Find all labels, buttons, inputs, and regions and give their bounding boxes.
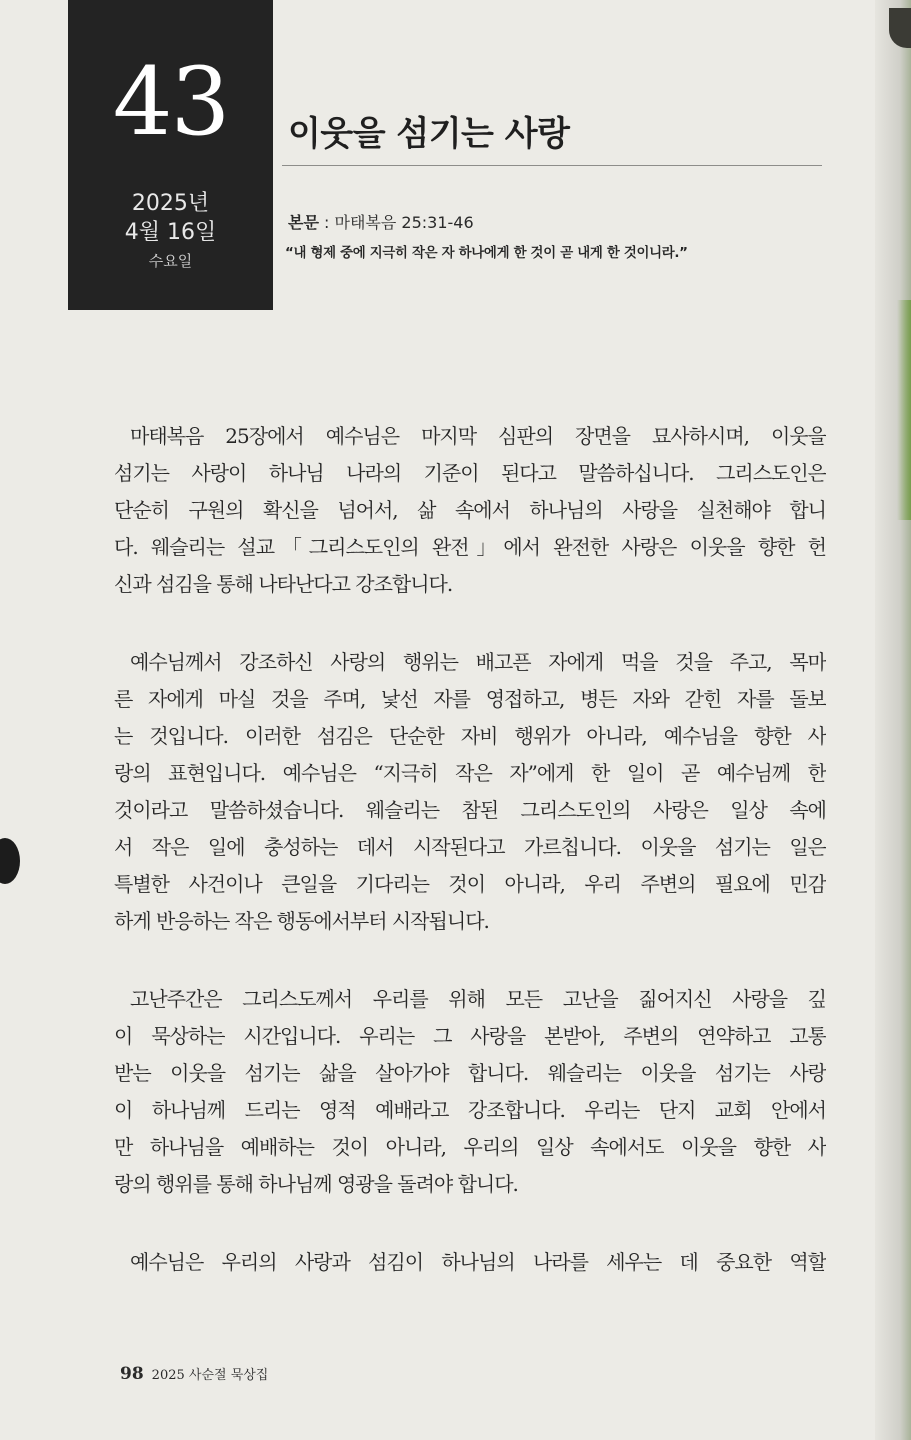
text-line: 단순히 구원의 확신을 넘어서, 삶 속에서 하나님의 사랑을 실천해야 합니 xyxy=(114,498,826,522)
lesson-number: 43 xyxy=(112,48,229,157)
page-edge xyxy=(875,0,911,1440)
text-line: 이 묵상하는 시간입니다. 우리는 그 사랑을 본받아, 주변의 연약하고 고통 xyxy=(114,1024,826,1048)
page-title: 이웃을 섬기는 사랑 xyxy=(288,114,570,154)
date-month-day: 4월 16일 xyxy=(124,220,217,245)
text-line: 섬기는 사랑이 하나님 나라의 기준이 된다고 말씀하십니다. 그리스도인은 xyxy=(114,461,826,485)
paragraph xyxy=(114,1244,826,1281)
text-line: 것이라고 말씀하셨습니다. 웨슬리는 참된 그리스도인의 사랑은 일상 속에 xyxy=(114,798,826,822)
text-line: 예수님은 우리의 사랑과 섬김이 하나님의 나라를 세우는 데 중요한 역할 xyxy=(130,1250,826,1274)
text-line: 랑의 표현입니다. 예수님은 “지극히 작은 자”에게 한 일이 곧 예수님께 한 xyxy=(114,761,826,785)
body-text xyxy=(114,418,826,1322)
text-line: 받는 이웃을 섬기는 삶을 살아가야 합니다. 웨슬리는 이웃을 섬기는 사랑 xyxy=(114,1061,826,1085)
paragraph xyxy=(114,418,826,603)
text-line: 만 하나님을 예배하는 것이 아니라, 우리의 일상 속에서도 이웃을 향한 사 xyxy=(114,1135,826,1159)
text-line: 서 작은 일에 충성하는 데서 시작된다고 가르칩니다. 이웃을 섬기는 일은 xyxy=(114,835,826,859)
text-line: 랑의 행위를 통해 하나님께 영광을 돌려야 합니다. xyxy=(114,1172,518,1196)
text-line: 는 것입니다. 이러한 섬김은 단순한 자비 행위가 아니라, 예수님을 향한 사 xyxy=(114,724,826,748)
text-line: 특별한 사건이나 큰일을 기다리는 것이 아니라, 우리 주변의 필요에 민감 xyxy=(114,872,826,896)
page-footer xyxy=(120,1364,268,1384)
text-line: 이 하나님께 드리는 영적 예배라고 강조합니다. 우리는 단지 교회 안에서 xyxy=(114,1098,826,1122)
book-title: 2025 사순절 묵상집 xyxy=(151,1368,269,1383)
page-edge-shadow xyxy=(889,8,911,48)
paragraph xyxy=(114,644,826,940)
date-year: 2025년 xyxy=(131,191,210,216)
scripture-reference xyxy=(288,210,474,233)
text-line: 하게 반응하는 작은 행동에서부터 시작됩니다. xyxy=(114,909,489,933)
text-line: 마태복음 25장에서 예수님은 마지막 심판의 장면을 묘사하시며, 이웃을 xyxy=(130,424,826,448)
scripture-citation: : 마태복음 25:31-46 xyxy=(318,213,474,232)
paragraph xyxy=(114,981,826,1203)
title-divider xyxy=(282,165,822,166)
scripture-quote: “내 형제 중에 지극히 작은 자 하나에게 한 것이 곧 내게 한 것이니라.” xyxy=(285,246,688,261)
text-line: 다. 웨슬리는 설교「그리스도인의 완전」에서 완전한 사랑은 이웃을 향한 헌 xyxy=(114,535,826,559)
text-line: 고난주간은 그리스도께서 우리를 위해 모든 고난을 짊어지신 사랑을 깊 xyxy=(130,987,826,1011)
page-number: 98 xyxy=(120,1364,144,1384)
date-box xyxy=(68,0,273,310)
text-line: 예수님께서 강조하신 사랑의 행위는 배고픈 자에게 먹을 것을 주고, 목마 xyxy=(130,650,826,674)
text-line: 른 자에게 마실 것을 주며, 낯선 자를 영접하고, 병든 자와 갇힌 자를 돌보 xyxy=(114,687,826,711)
scripture-label: 본문 xyxy=(288,213,319,232)
date-weekday: 수요일 xyxy=(148,252,193,270)
left-edge-mark xyxy=(0,838,20,884)
text-line: 신과 섬김을 통해 나타난다고 강조합니다. xyxy=(114,572,453,596)
page-edge-tint xyxy=(897,300,911,520)
